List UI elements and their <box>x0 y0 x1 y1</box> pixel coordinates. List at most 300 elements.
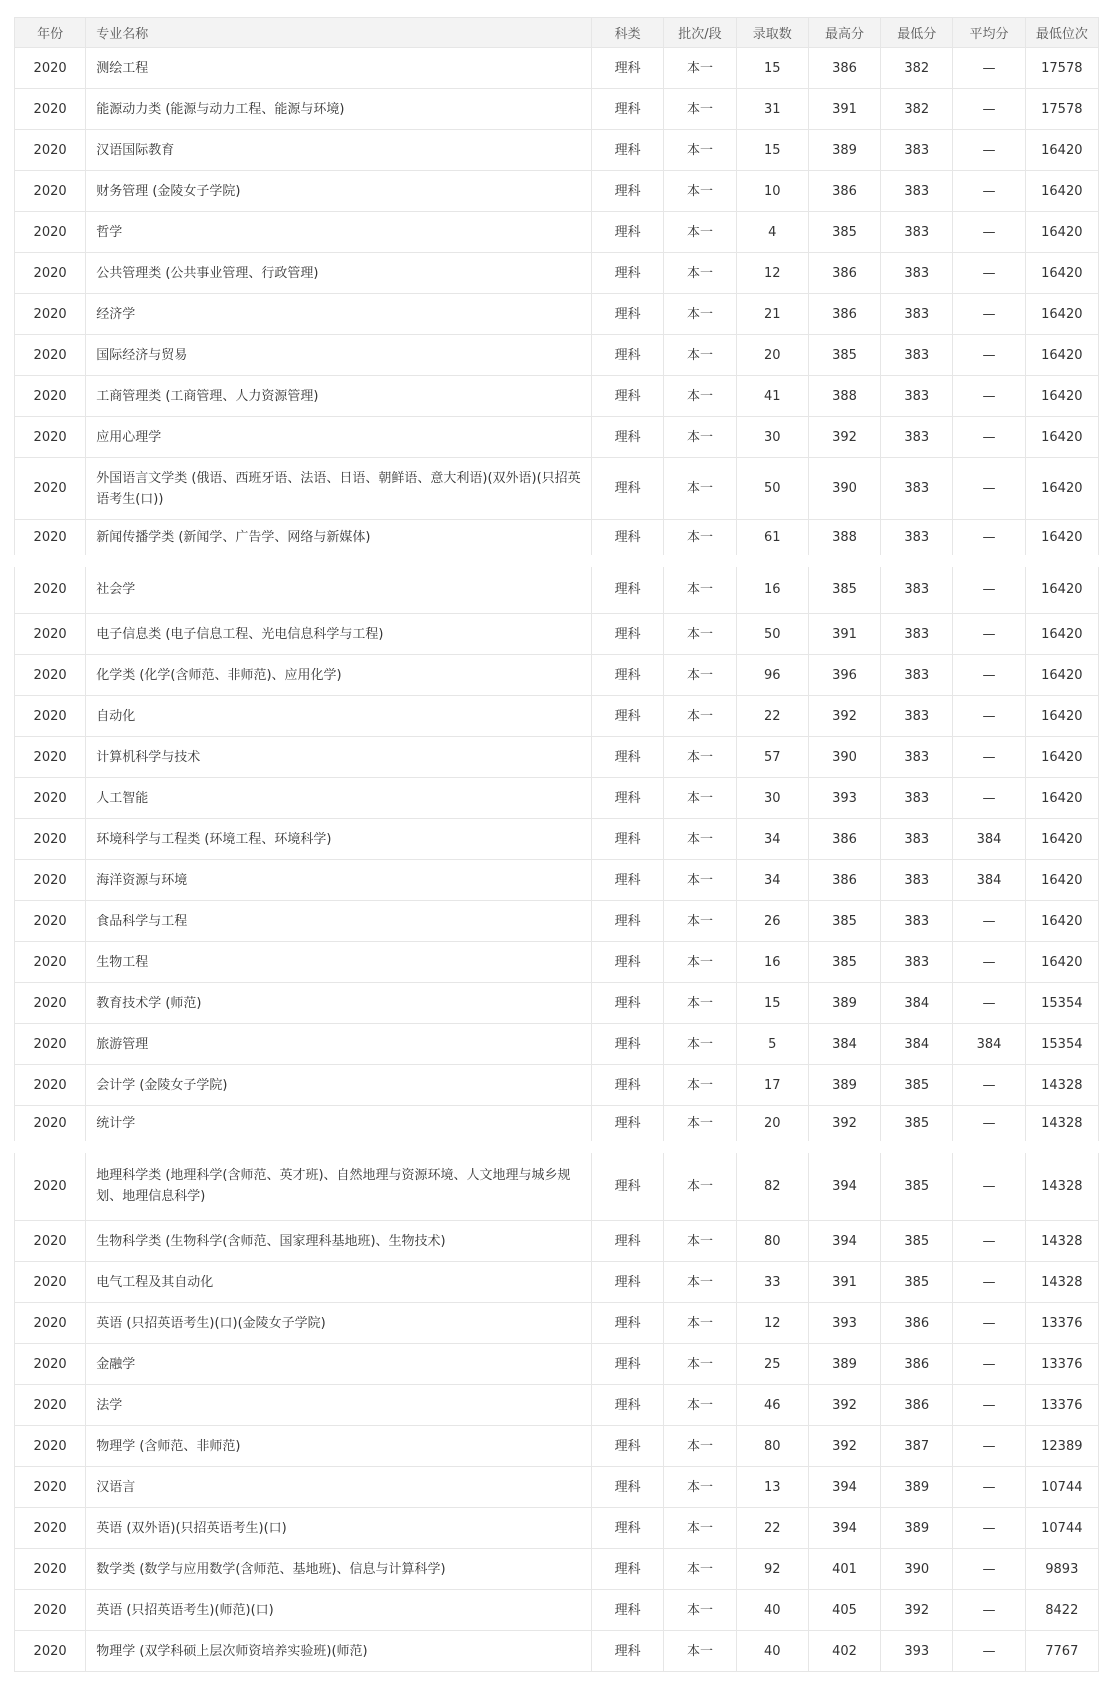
cell-avg-score: — <box>953 1631 1025 1672</box>
cell-max-score: 392 <box>808 1426 880 1467</box>
cell-min-rank: 14328 <box>1025 1106 1098 1147</box>
cell-batch: 本一 <box>664 901 736 942</box>
cell-batch: 本一 <box>664 48 736 89</box>
cell-batch: 本一 <box>664 737 736 778</box>
cell-year: 2020 <box>15 212 86 253</box>
table-row <box>15 1426 1099 1467</box>
cell-batch: 本一 <box>664 335 736 376</box>
cell-major-name: 新闻传播学类 (新闻学、广告学、网络与新媒体) <box>86 520 592 561</box>
cell-min-rank: 16420 <box>1025 458 1098 520</box>
header-category: 科类 <box>592 18 664 48</box>
header-year: 年份 <box>15 18 86 48</box>
cell-avg-score: — <box>953 294 1025 335</box>
cell-admitted-count: 61 <box>736 520 808 561</box>
cell-category: 理科 <box>592 561 664 614</box>
table-row <box>15 1147 1099 1221</box>
cell-major-name: 生物工程 <box>86 942 592 983</box>
cell-year: 2020 <box>15 1385 86 1426</box>
cell-admitted-count: 12 <box>736 253 808 294</box>
cell-category: 理科 <box>592 335 664 376</box>
cell-major-name: 汉语言 <box>86 1467 592 1508</box>
cell-max-score: 394 <box>808 1147 880 1221</box>
table-row <box>15 778 1099 819</box>
admission-table-container <box>14 17 1099 1672</box>
cell-avg-score: — <box>953 376 1025 417</box>
cell-min-rank: 17578 <box>1025 48 1098 89</box>
cell-max-score: 396 <box>808 655 880 696</box>
cell-major-name: 金融学 <box>86 1344 592 1385</box>
cell-min-score: 383 <box>881 520 953 561</box>
cell-avg-score: — <box>953 696 1025 737</box>
cell-year: 2020 <box>15 1106 86 1147</box>
cell-category: 理科 <box>592 737 664 778</box>
cell-batch: 本一 <box>664 1262 736 1303</box>
cell-max-score: 391 <box>808 89 880 130</box>
cell-min-score: 385 <box>881 1147 953 1221</box>
cell-major-name: 生物科学类 (生物科学(含师范、国家理科基地班)、生物技术) <box>86 1221 592 1262</box>
cell-min-rank: 16420 <box>1025 778 1098 819</box>
cell-year: 2020 <box>15 696 86 737</box>
cell-major-name: 测绘工程 <box>86 48 592 89</box>
table-row <box>15 1065 1099 1106</box>
cell-category: 理科 <box>592 1024 664 1065</box>
table-row <box>15 655 1099 696</box>
cell-category: 理科 <box>592 1344 664 1385</box>
cell-admitted-count: 57 <box>736 737 808 778</box>
cell-min-score: 389 <box>881 1508 953 1549</box>
cell-major-name: 汉语国际教育 <box>86 130 592 171</box>
cell-avg-score: — <box>953 1385 1025 1426</box>
cell-min-rank: 12389 <box>1025 1426 1098 1467</box>
cell-admitted-count: 33 <box>736 1262 808 1303</box>
cell-min-score: 383 <box>881 737 953 778</box>
table-row <box>15 1221 1099 1262</box>
cell-max-score: 386 <box>808 48 880 89</box>
cell-min-rank: 16420 <box>1025 376 1098 417</box>
cell-avg-score: — <box>953 89 1025 130</box>
cell-avg-score: — <box>953 655 1025 696</box>
cell-category: 理科 <box>592 1508 664 1549</box>
cell-admitted-count: 40 <box>736 1590 808 1631</box>
cell-year: 2020 <box>15 942 86 983</box>
cell-min-rank: 16420 <box>1025 130 1098 171</box>
header-admitted-count: 录取数 <box>736 18 808 48</box>
cell-admitted-count: 92 <box>736 1549 808 1590</box>
cell-min-rank: 13376 <box>1025 1385 1098 1426</box>
cell-category: 理科 <box>592 1147 664 1221</box>
cell-batch: 本一 <box>664 1303 736 1344</box>
cell-category: 理科 <box>592 212 664 253</box>
cell-batch: 本一 <box>664 860 736 901</box>
cell-min-rank: 16420 <box>1025 335 1098 376</box>
cell-year: 2020 <box>15 1147 86 1221</box>
cell-batch: 本一 <box>664 130 736 171</box>
cell-batch: 本一 <box>664 1221 736 1262</box>
cell-admitted-count: 17 <box>736 1065 808 1106</box>
cell-min-rank: 13376 <box>1025 1303 1098 1344</box>
table-row <box>15 335 1099 376</box>
cell-admitted-count: 80 <box>736 1426 808 1467</box>
cell-admitted-count: 25 <box>736 1344 808 1385</box>
cell-avg-score: — <box>953 1106 1025 1147</box>
cell-max-score: 391 <box>808 1262 880 1303</box>
header-min-score: 最低分 <box>881 18 953 48</box>
cell-min-rank: 15354 <box>1025 983 1098 1024</box>
cell-min-rank: 16420 <box>1025 520 1098 561</box>
cell-batch: 本一 <box>664 778 736 819</box>
cell-avg-score: — <box>953 778 1025 819</box>
cell-admitted-count: 30 <box>736 778 808 819</box>
cell-avg-score: — <box>953 1344 1025 1385</box>
cell-year: 2020 <box>15 819 86 860</box>
cell-avg-score: — <box>953 942 1025 983</box>
cell-min-score: 383 <box>881 696 953 737</box>
cell-max-score: 386 <box>808 294 880 335</box>
cell-category: 理科 <box>592 614 664 655</box>
table-row <box>15 819 1099 860</box>
cell-year: 2020 <box>15 520 86 561</box>
cell-category: 理科 <box>592 89 664 130</box>
cell-admitted-count: 12 <box>736 1303 808 1344</box>
cell-max-score: 392 <box>808 1385 880 1426</box>
cell-min-rank: 14328 <box>1025 1065 1098 1106</box>
cell-max-score: 386 <box>808 253 880 294</box>
cell-min-score: 383 <box>881 655 953 696</box>
cell-major-name: 社会学 <box>86 561 592 614</box>
cell-min-rank: 14328 <box>1025 1221 1098 1262</box>
cell-min-score: 383 <box>881 335 953 376</box>
cell-admitted-count: 5 <box>736 1024 808 1065</box>
cell-max-score: 392 <box>808 417 880 458</box>
cell-max-score: 388 <box>808 376 880 417</box>
table-row <box>15 561 1099 614</box>
cell-min-rank: 16420 <box>1025 696 1098 737</box>
cell-min-rank: 16420 <box>1025 294 1098 335</box>
cell-max-score: 394 <box>808 1508 880 1549</box>
cell-admitted-count: 15 <box>736 130 808 171</box>
cell-year: 2020 <box>15 458 86 520</box>
cell-year: 2020 <box>15 1221 86 1262</box>
cell-min-score: 383 <box>881 294 953 335</box>
cell-min-score: 383 <box>881 376 953 417</box>
cell-avg-score: — <box>953 1467 1025 1508</box>
cell-category: 理科 <box>592 1426 664 1467</box>
cell-major-name: 国际经济与贸易 <box>86 335 592 376</box>
cell-min-rank: 14328 <box>1025 1147 1098 1221</box>
cell-min-rank: 10744 <box>1025 1508 1098 1549</box>
cell-category: 理科 <box>592 696 664 737</box>
cell-min-rank: 16420 <box>1025 614 1098 655</box>
cell-batch: 本一 <box>664 1147 736 1221</box>
cell-max-score: 392 <box>808 1106 880 1147</box>
cell-batch: 本一 <box>664 1590 736 1631</box>
cell-major-name: 英语 (只招英语考生)(口)(金陵女子学院) <box>86 1303 592 1344</box>
cell-batch: 本一 <box>664 89 736 130</box>
cell-batch: 本一 <box>664 417 736 458</box>
cell-batch: 本一 <box>664 1065 736 1106</box>
table-row <box>15 983 1099 1024</box>
cell-avg-score: — <box>953 1147 1025 1221</box>
table-row <box>15 171 1099 212</box>
cell-major-name: 经济学 <box>86 294 592 335</box>
cell-avg-score: — <box>953 48 1025 89</box>
cell-min-rank: 16420 <box>1025 860 1098 901</box>
cell-category: 理科 <box>592 1106 664 1147</box>
table-row <box>15 860 1099 901</box>
cell-min-rank: 7767 <box>1025 1631 1098 1672</box>
cell-admitted-count: 13 <box>736 1467 808 1508</box>
cell-year: 2020 <box>15 1631 86 1672</box>
cell-year: 2020 <box>15 1467 86 1508</box>
cell-batch: 本一 <box>664 1549 736 1590</box>
cell-major-name: 环境科学与工程类 (环境工程、环境科学) <box>86 819 592 860</box>
table-row <box>15 1467 1099 1508</box>
cell-year: 2020 <box>15 901 86 942</box>
table-row <box>15 212 1099 253</box>
cell-major-name: 英语 (只招英语考生)(师范)(口) <box>86 1590 592 1631</box>
cell-admitted-count: 31 <box>736 89 808 130</box>
cell-batch: 本一 <box>664 171 736 212</box>
cell-year: 2020 <box>15 1262 86 1303</box>
cell-min-rank: 13376 <box>1025 1344 1098 1385</box>
table-row <box>15 1508 1099 1549</box>
cell-min-score: 385 <box>881 1221 953 1262</box>
cell-min-score: 383 <box>881 819 953 860</box>
cell-year: 2020 <box>15 1426 86 1467</box>
cell-batch: 本一 <box>664 942 736 983</box>
cell-avg-score: — <box>953 1508 1025 1549</box>
cell-admitted-count: 96 <box>736 655 808 696</box>
cell-admitted-count: 30 <box>736 417 808 458</box>
cell-max-score: 386 <box>808 819 880 860</box>
cell-major-name: 教育技术学 (师范) <box>86 983 592 1024</box>
cell-min-rank: 16420 <box>1025 819 1098 860</box>
cell-year: 2020 <box>15 561 86 614</box>
cell-batch: 本一 <box>664 520 736 561</box>
table-body <box>15 48 1099 1672</box>
cell-admitted-count: 22 <box>736 1508 808 1549</box>
cell-avg-score: — <box>953 1549 1025 1590</box>
table-row <box>15 1024 1099 1065</box>
cell-avg-score: — <box>953 1590 1025 1631</box>
cell-category: 理科 <box>592 983 664 1024</box>
cell-batch: 本一 <box>664 819 736 860</box>
cell-category: 理科 <box>592 294 664 335</box>
cell-avg-score: 384 <box>953 1024 1025 1065</box>
cell-admitted-count: 26 <box>736 901 808 942</box>
header-min-rank: 最低位次 <box>1025 18 1098 48</box>
cell-year: 2020 <box>15 737 86 778</box>
table-row <box>15 520 1099 561</box>
cell-batch: 本一 <box>664 294 736 335</box>
cell-category: 理科 <box>592 901 664 942</box>
cell-category: 理科 <box>592 48 664 89</box>
cell-major-name: 会计学 (金陵女子学院) <box>86 1065 592 1106</box>
cell-major-name: 电气工程及其自动化 <box>86 1262 592 1303</box>
cell-admitted-count: 40 <box>736 1631 808 1672</box>
cell-min-score: 382 <box>881 48 953 89</box>
cell-category: 理科 <box>592 860 664 901</box>
cell-category: 理科 <box>592 1262 664 1303</box>
cell-major-name: 统计学 <box>86 1106 592 1147</box>
cell-min-score: 393 <box>881 1631 953 1672</box>
cell-category: 理科 <box>592 253 664 294</box>
table-row <box>15 696 1099 737</box>
cell-year: 2020 <box>15 1303 86 1344</box>
cell-year: 2020 <box>15 417 86 458</box>
cell-min-rank: 17578 <box>1025 89 1098 130</box>
cell-category: 理科 <box>592 417 664 458</box>
table-row <box>15 1262 1099 1303</box>
cell-max-score: 385 <box>808 901 880 942</box>
table-row <box>15 458 1099 520</box>
cell-admitted-count: 20 <box>736 335 808 376</box>
cell-major-name: 数学类 (数学与应用数学(含师范、基地班)、信息与计算科学) <box>86 1549 592 1590</box>
cell-category: 理科 <box>592 130 664 171</box>
cell-admitted-count: 16 <box>736 561 808 614</box>
cell-year: 2020 <box>15 48 86 89</box>
cell-batch: 本一 <box>664 561 736 614</box>
cell-avg-score: — <box>953 253 1025 294</box>
cell-avg-score: — <box>953 130 1025 171</box>
cell-major-name: 应用心理学 <box>86 417 592 458</box>
cell-category: 理科 <box>592 942 664 983</box>
cell-min-rank: 16420 <box>1025 942 1098 983</box>
cell-avg-score: — <box>953 1221 1025 1262</box>
cell-avg-score: — <box>953 1065 1025 1106</box>
cell-min-rank: 9893 <box>1025 1549 1098 1590</box>
cell-min-rank: 16420 <box>1025 901 1098 942</box>
cell-major-name: 计算机科学与技术 <box>86 737 592 778</box>
table-row <box>15 1106 1099 1147</box>
cell-max-score: 388 <box>808 520 880 561</box>
cell-max-score: 385 <box>808 212 880 253</box>
cell-year: 2020 <box>15 1065 86 1106</box>
cell-category: 理科 <box>592 171 664 212</box>
cell-major-name: 地理科学类 (地理科学(含师范、英才班)、自然地理与资源环境、人文地理与城乡规划、地理信息科学) <box>86 1147 592 1221</box>
cell-min-score: 390 <box>881 1549 953 1590</box>
cell-batch: 本一 <box>664 655 736 696</box>
cell-max-score: 401 <box>808 1549 880 1590</box>
cell-max-score: 389 <box>808 983 880 1024</box>
cell-category: 理科 <box>592 1590 664 1631</box>
cell-year: 2020 <box>15 335 86 376</box>
cell-min-rank: 15354 <box>1025 1024 1098 1065</box>
cell-major-name: 财务管理 (金陵女子学院) <box>86 171 592 212</box>
table-row <box>15 89 1099 130</box>
cell-category: 理科 <box>592 1221 664 1262</box>
cell-avg-score: — <box>953 1262 1025 1303</box>
table-row <box>15 614 1099 655</box>
cell-max-score: 394 <box>808 1467 880 1508</box>
cell-min-rank: 16420 <box>1025 737 1098 778</box>
cell-major-name: 电子信息类 (电子信息工程、光电信息科学与工程) <box>86 614 592 655</box>
cell-avg-score: — <box>953 901 1025 942</box>
cell-batch: 本一 <box>664 376 736 417</box>
cell-year: 2020 <box>15 860 86 901</box>
cell-major-name: 能源动力类 (能源与动力工程、能源与环境) <box>86 89 592 130</box>
cell-avg-score: — <box>953 614 1025 655</box>
table-row <box>15 1631 1099 1672</box>
cell-max-score: 386 <box>808 860 880 901</box>
cell-batch: 本一 <box>664 1631 736 1672</box>
cell-major-name: 哲学 <box>86 212 592 253</box>
cell-min-score: 385 <box>881 1065 953 1106</box>
cell-max-score: 385 <box>808 335 880 376</box>
cell-min-score: 383 <box>881 253 953 294</box>
cell-year: 2020 <box>15 130 86 171</box>
cell-min-rank: 16420 <box>1025 417 1098 458</box>
cell-batch: 本一 <box>664 458 736 520</box>
cell-min-score: 383 <box>881 417 953 458</box>
cell-avg-score: — <box>953 335 1025 376</box>
cell-year: 2020 <box>15 253 86 294</box>
cell-major-name: 自动化 <box>86 696 592 737</box>
cell-avg-score: — <box>953 1303 1025 1344</box>
cell-category: 理科 <box>592 376 664 417</box>
cell-year: 2020 <box>15 1590 86 1631</box>
cell-min-score: 386 <box>881 1303 953 1344</box>
cell-min-rank: 16420 <box>1025 253 1098 294</box>
cell-max-score: 389 <box>808 1065 880 1106</box>
cell-avg-score: — <box>953 417 1025 458</box>
cell-year: 2020 <box>15 1344 86 1385</box>
cell-admitted-count: 15 <box>736 983 808 1024</box>
cell-admitted-count: 82 <box>736 1147 808 1221</box>
cell-category: 理科 <box>592 520 664 561</box>
cell-min-score: 384 <box>881 983 953 1024</box>
cell-year: 2020 <box>15 1549 86 1590</box>
cell-avg-score: 384 <box>953 860 1025 901</box>
cell-major-name: 工商管理类 (工商管理、人力资源管理) <box>86 376 592 417</box>
cell-batch: 本一 <box>664 253 736 294</box>
cell-min-score: 383 <box>881 778 953 819</box>
cell-major-name: 旅游管理 <box>86 1024 592 1065</box>
cell-batch: 本一 <box>664 1024 736 1065</box>
cell-category: 理科 <box>592 778 664 819</box>
cell-major-name: 化学类 (化学(含师范、非师范)、应用化学) <box>86 655 592 696</box>
cell-major-name: 物理学 (双学科硕上层次师资培养实验班)(师范) <box>86 1631 592 1672</box>
admission-score-table <box>14 17 1099 1672</box>
header-max-score: 最高分 <box>808 18 880 48</box>
cell-category: 理科 <box>592 1385 664 1426</box>
cell-min-score: 385 <box>881 1106 953 1147</box>
table-header <box>15 18 1099 48</box>
cell-min-score: 383 <box>881 901 953 942</box>
table-row <box>15 901 1099 942</box>
cell-max-score: 402 <box>808 1631 880 1672</box>
cell-min-score: 383 <box>881 860 953 901</box>
cell-admitted-count: 34 <box>736 860 808 901</box>
cell-max-score: 384 <box>808 1024 880 1065</box>
cell-category: 理科 <box>592 1549 664 1590</box>
cell-major-name: 法学 <box>86 1385 592 1426</box>
cell-min-score: 386 <box>881 1344 953 1385</box>
cell-max-score: 385 <box>808 561 880 614</box>
table-row <box>15 1590 1099 1631</box>
cell-max-score: 393 <box>808 778 880 819</box>
cell-admitted-count: 15 <box>736 48 808 89</box>
cell-batch: 本一 <box>664 696 736 737</box>
cell-admitted-count: 41 <box>736 376 808 417</box>
cell-category: 理科 <box>592 1631 664 1672</box>
cell-year: 2020 <box>15 778 86 819</box>
cell-max-score: 386 <box>808 171 880 212</box>
cell-max-score: 385 <box>808 942 880 983</box>
cell-major-name: 公共管理类 (公共事业管理、行政管理) <box>86 253 592 294</box>
cell-min-rank: 16420 <box>1025 561 1098 614</box>
table-row <box>15 130 1099 171</box>
